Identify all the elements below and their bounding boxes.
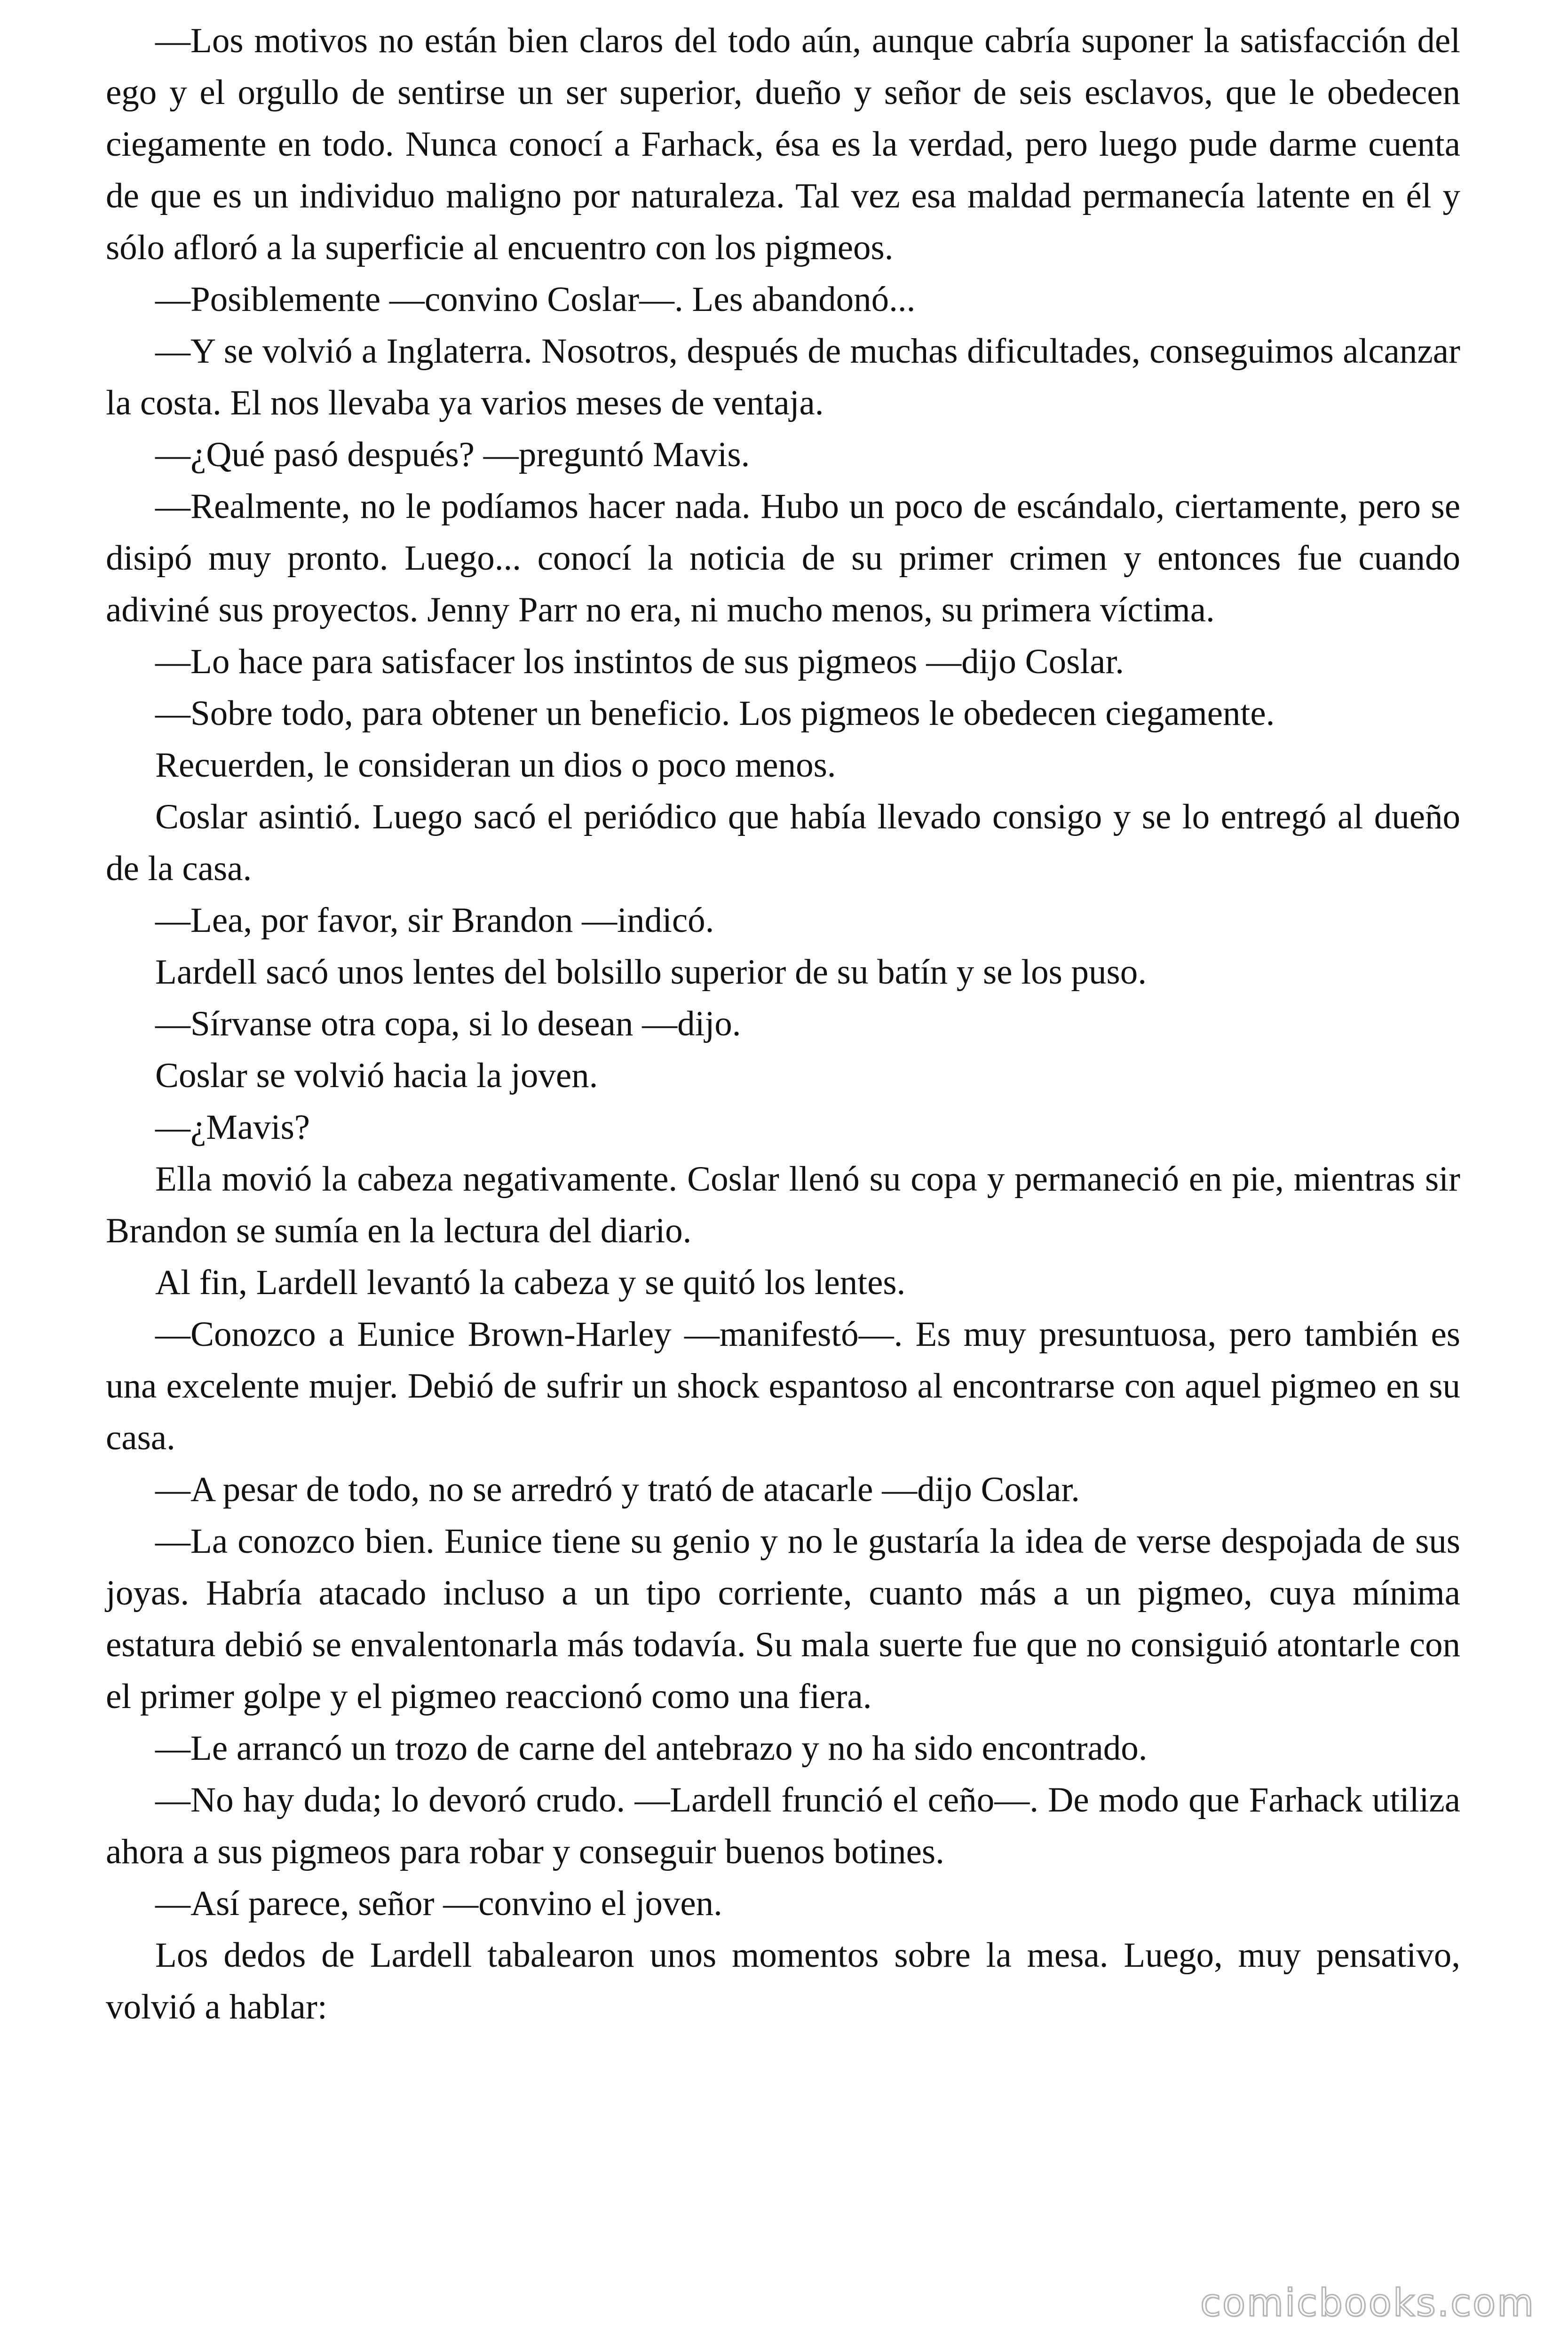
paragraph: —La conozco bien. Eunice tiene su genio y no le gustaría la idea de verse despojada de sus joyas. Habría atacado incluso a un tipo corriente, cuanto más a un pigmeo, cuya mínima estatura debió se envalentonarla más todavía. Su mala suerte fue que no consiguió atontarle con el primer golpe y el pigmeo reaccionó como una fiera. [106, 1522, 1460, 1716]
paragraph: Al fin, Lardell levantó la cabeza y se quitó los lentes. [155, 1263, 906, 1302]
paragraph: —A pesar de todo, no se arredró y trató de atacarle —dijo Coslar. [155, 1470, 1080, 1509]
paragraph: —Posiblemente —convino Coslar—. Les abandonó... [155, 280, 916, 319]
paragraph: —Y se volvió a Inglaterra. Nosotros, después de muchas dificultades, conseguimos alcanzar la costa. El nos llevaba ya varios meses de ventaja. [106, 332, 1460, 422]
paragraph: —Sobre todo, para obtener un beneficio. Los pigmeos le obedecen ciegamente. [155, 694, 1275, 733]
paragraph: —No hay duda; lo devoró crudo. —Lardell frunció el ceño—. De modo que Farhack utiliza ahora a sus pigmeos para robar y conseguir buenos botines. [106, 1780, 1460, 1871]
paragraph: —Lo hace para satisfacer los instintos de sus pigmeos —dijo Coslar. [155, 642, 1125, 681]
watermark-logo: comicbooks.com [1200, 2281, 1535, 2325]
paragraph: —Conozco a Eunice Brown-Harley —manifestó—. Es muy presuntuosa, pero también es una excelente mujer. Debió de sufrir un shock espantoso al encontrarse con aquel pigmeo en su casa. [106, 1315, 1460, 1457]
paragraph: —¿Mavis? [155, 1108, 310, 1147]
paragraph: Coslar asintió. Luego sacó el periódico que había llevado consigo y se lo entregó al dueño de la casa. [106, 797, 1460, 888]
paragraph: —Los motivos no están bien claros del todo aún, aunque cabría suponer la satisfacción del ego y el orgullo de sentirse un ser superior, dueño y señor de seis esclavos, que le obedecen ciegamente en todo. Nunca conocí a Farhack, ésa es la verdad, pero luego pude darme cuenta de que es un individuo maligno por naturaleza. Tal vez esa maldad permanecía latente en él y sólo afloró a la superficie al encuentro con los pigmeos. [106, 21, 1460, 267]
paragraph: Lardell sacó unos lentes del bolsillo superior de su batín y se los puso. [155, 953, 1147, 992]
paragraph: —Lea, por favor, sir Brandon —indicó. [155, 901, 714, 940]
book-page [106, 15, 1460, 2033]
paragraph: —Le arrancó un trozo de carne del antebrazo y no ha sido encontrado. [155, 1729, 1148, 1768]
paragraph: —¿Qué pasó después? —preguntó Mavis. [155, 435, 750, 474]
paragraph: Los dedos de Lardell tabalearon unos momentos sobre la mesa. Luego, muy pensativo, volvió a hablar: [106, 1936, 1460, 2026]
paragraph: Coslar se volvió hacia la joven. [155, 1056, 598, 1095]
paragraph: —Realmente, no le podíamos hacer nada. Hubo un poco de escándalo, ciertamente, pero se disipó muy pronto. Luego... conocí la noticia de su primer crimen y entonces fue cuando adiviné sus proyectos. Jenny Parr no era, ni mucho menos, su primera víctima. [106, 487, 1460, 629]
paragraph: —Así parece, señor —convino el joven. [155, 1884, 722, 1923]
paragraph: —Sírvanse otra copa, si lo desean —dijo. [155, 1004, 741, 1043]
paragraph: Recuerden, le consideran un dios o poco menos. [155, 746, 836, 785]
paragraph: Ella movió la cabeza negativamente. Coslar llenó su copa y permaneció en pie, mientras sir Brandon se sumía en la lectura del diario. [106, 1160, 1460, 1250]
